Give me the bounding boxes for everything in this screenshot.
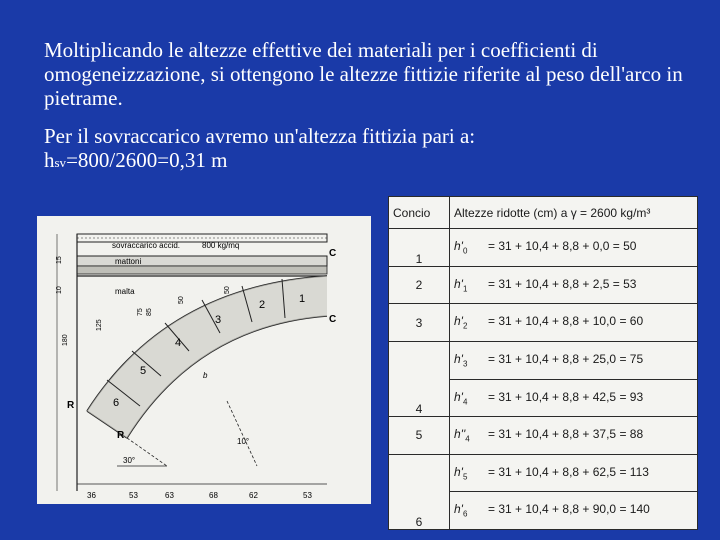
angle-line-2 [227,401,257,466]
dim-b-6: 53 [303,491,312,500]
table-row [389,304,698,342]
arch-svg [37,216,371,504]
r-label-bottom: R [117,430,125,441]
table-row [389,266,698,304]
h-expression: = 31 + 10,4 + 8,8 + 0,0 = 50 [488,239,637,254]
paragraph-overload [44,124,694,175]
h-expression: = 31 + 10,4 + 8,8 + 25,0 = 75 [488,351,644,366]
overload-value: =800/2600=0,31 m [66,148,228,172]
header-altezze: Altezze ridotte (cm) a γ = 2600 kg/m³ [450,197,698,229]
altezza-cell [450,266,698,304]
dim-v-8: 50 [224,286,231,294]
angle-10-label: 10° [237,437,250,446]
overload-line: Per il sovraccarico avremo un'altezza fittizia pari a: [44,124,476,148]
h-label: $h'_1$ [454,276,468,294]
altezza-cell [450,341,698,379]
h-expression: = 31 + 10,4 + 8,8 + 90,0 = 140 [488,502,650,517]
altezza-cell [450,492,698,530]
c-label-bottom: C [329,314,337,325]
dim-v-1: 15 [56,256,63,264]
dim-b-4: 68 [209,491,218,500]
altezza-cell [450,417,698,455]
h-label: $h'_5$ [454,464,468,482]
block-label-3: 3 [215,314,222,326]
h-label: $h''_4$ [454,427,470,444]
h-expression: = 31 + 10,4 + 8,8 + 10,0 = 60 [488,314,644,329]
table-header-row [389,197,698,229]
h-subscript: 5 [462,472,468,482]
dim-b-5: 62 [249,491,258,500]
overload-label: sovraccarico accid. [112,241,181,250]
arch-fill [87,276,327,438]
altezza-cell [450,304,698,342]
mattoni-label: mattoni [115,257,142,266]
header-concio: Concio [389,197,450,229]
block-label-4: 4 [175,337,182,349]
table-row [389,341,698,379]
concio-number: 6 [389,454,450,529]
angle-30-label: 30° [123,456,136,465]
dim-v-2: 10 [56,286,63,294]
dim-v-3: 125 [96,319,103,331]
h-label: $h'_0$ [454,239,468,256]
h-expression: = 31 + 10,4 + 8,8 + 2,5 = 53 [488,276,637,291]
malta-label: malta [115,287,135,296]
h-subscript: 0 [462,246,468,256]
altezza-cell [450,379,698,417]
altezza-cell [450,454,698,492]
concio-table-panel [388,196,698,530]
altezza-cell [450,229,698,267]
dim-b-1: 36 [87,491,96,500]
overload-sub: sv [54,155,67,170]
h-expression: = 31 + 10,4 + 8,8 + 62,5 = 113 [488,464,649,479]
h-subscript: 4 [465,434,470,444]
slide-text [44,38,694,189]
dim-v-4: 180 [62,334,69,346]
block-label-6: 6 [113,397,120,409]
block-label-5: 5 [140,365,147,377]
dim-v-5: 75 [137,308,144,316]
h-subscript: 6 [462,509,468,519]
h-label: $h'_2$ [454,314,468,331]
h-subscript: 3 [462,359,468,369]
table-row [389,454,698,492]
h-expression: = 31 + 10,4 + 8,8 + 42,5 = 93 [488,389,644,404]
concio-number: 1 [389,229,450,267]
malta-layer [77,266,327,274]
concio-number: 4 [389,341,450,416]
concio-number: 5 [389,417,450,455]
block-label-1: 1 [299,293,306,305]
dim-v-7: 50 [178,296,185,304]
h-label: $h'_6$ [454,502,468,519]
concio-number: 3 [389,304,450,342]
h-label: $h'_3$ [454,351,468,369]
arch-drawing [37,216,371,504]
concio-number: 2 [389,266,450,304]
block-label-2: 2 [259,299,266,311]
c-label-top: C [329,248,337,259]
h-subscript: 1 [462,284,468,294]
concio-table [388,196,698,530]
h-expression: = 31 + 10,4 + 8,8 + 37,5 = 88 [488,427,644,442]
table-row [389,417,698,455]
table-row [389,229,698,267]
load-label: 800 kg/mq [202,241,240,250]
dim-b-3: 63 [165,491,174,500]
paragraph-intro: Moltiplicando le altezze effettive dei materiali per i coefficienti di omogeneizzazione, si ottengono le altezze fittizie riferite al peso dell'arco in pietrame. [44,38,683,110]
h-subscript: 2 [462,321,468,331]
b-label: b [203,371,208,380]
h-label: $h'_4$ [454,389,468,406]
h-subscript: 4 [462,397,468,406]
r-label-left: R [67,400,75,411]
dim-v-6: 85 [146,308,153,316]
table-body [389,229,698,530]
overload-h: h [44,148,55,172]
dim-b-2: 53 [129,491,138,500]
